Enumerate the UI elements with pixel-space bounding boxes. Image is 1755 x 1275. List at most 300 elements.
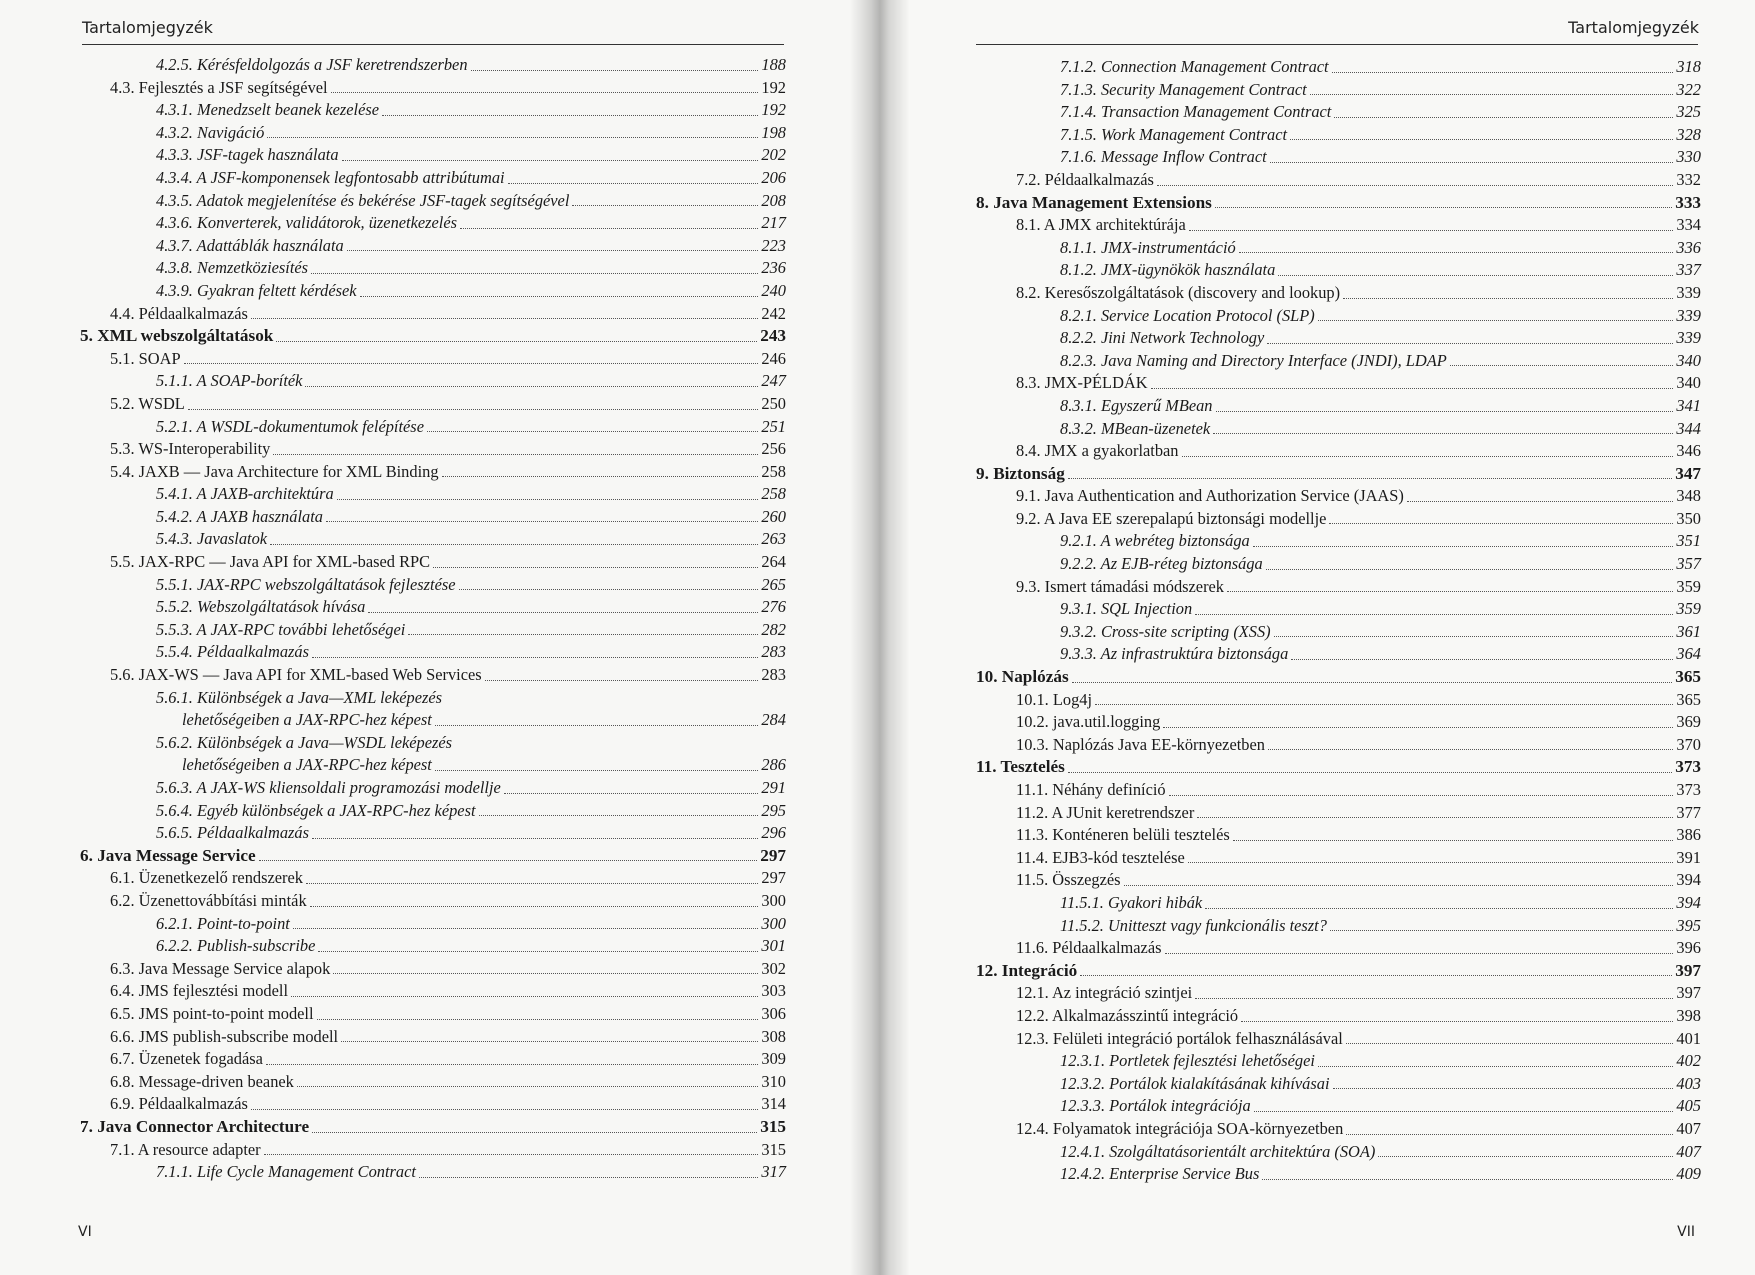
toc-entry: [80, 77, 786, 100]
toc-entry-title: 7.1.5. Work Management Contract: [1060, 124, 1288, 144]
dot-leader: [1346, 1043, 1674, 1044]
toc-chapter-entry: [976, 756, 1701, 779]
toc-page-number: 314: [761, 1094, 786, 1114]
dot-leader: [1068, 478, 1672, 479]
toc-entry: [80, 641, 786, 664]
dot-leader: [1163, 727, 1673, 728]
toc-page-number: 396: [1676, 938, 1701, 958]
toc-page-number: 330: [1676, 147, 1701, 167]
dot-leader: [251, 318, 759, 319]
toc-page-number: 402: [1676, 1051, 1701, 1071]
toc-entry-title: 4.3.8. Nemzetköziesítés: [156, 258, 309, 278]
toc-page-number: 263: [761, 529, 786, 549]
dot-leader: [1450, 365, 1674, 366]
dot-leader: [1290, 139, 1673, 140]
dot-leader: [1330, 930, 1673, 931]
toc-entry: [976, 282, 1701, 305]
toc-entry-title: 9.2.1. A webréteg biztonsága: [1060, 531, 1250, 551]
dot-leader: [311, 273, 758, 274]
toc-page-number: 188: [761, 55, 786, 74]
toc-entry: [976, 598, 1701, 621]
dot-leader: [1080, 975, 1672, 976]
toc-entry: [80, 1026, 786, 1049]
toc-entry-title: 8.1.1. JMX-instrumentáció: [1060, 237, 1236, 257]
toc-entry-title: 12. Integráció: [976, 960, 1078, 980]
dot-leader: [293, 928, 759, 929]
dot-leader: [264, 1154, 759, 1155]
dot-leader: [419, 1177, 758, 1178]
dot-leader: [1266, 569, 1674, 570]
toc-page-number: 341: [1676, 395, 1701, 415]
toc-page-number: 295: [761, 800, 786, 820]
toc-page-number: 377: [1676, 802, 1701, 822]
toc-entry-title: 8.1.2. JMX-ügynökök használata: [1060, 260, 1276, 280]
toc-entry-title: 5.2. WSDL: [110, 393, 185, 413]
toc-entry-title: 7.1.6. Message Inflow Contract: [1060, 147, 1267, 167]
toc-entry-title: 12.4. Folyamatok integrációja SOA-környezetben: [1016, 1118, 1344, 1138]
dot-leader: [184, 363, 759, 364]
toc-entry: [80, 980, 786, 1003]
dot-leader: [360, 296, 759, 297]
toc-page-number: 283: [761, 642, 786, 662]
dot-leader: [1310, 94, 1674, 95]
dot-leader: [471, 70, 759, 71]
toc-entry: [976, 802, 1701, 825]
toc-page-number: 398: [1676, 1005, 1701, 1025]
toc-entry-title: 12.4.1. Szolgáltatásorientált architektúra (SOA): [1060, 1141, 1376, 1161]
dot-leader: [1239, 252, 1674, 253]
toc-entry-title: 8. Java Management Extensions: [976, 192, 1212, 212]
toc-entry-title: 8.1. A JMX architektúrája: [1016, 215, 1186, 235]
toc-entry: [80, 167, 786, 190]
dot-leader: [270, 544, 758, 545]
toc-page-number: 340: [1676, 350, 1701, 370]
toc-entry: [80, 619, 786, 642]
page-number: VI: [78, 1224, 92, 1240]
toc-page-number: 361: [1676, 621, 1701, 641]
dot-leader: [1151, 388, 1674, 389]
toc-page-number: 401: [1676, 1028, 1701, 1048]
toc-page-number: 369: [1676, 712, 1701, 732]
toc-page-number: 357: [1676, 554, 1701, 574]
toc-page-number: 223: [761, 235, 786, 255]
toc-page-number: 365: [1676, 689, 1701, 709]
toc-entry: [80, 709, 786, 732]
toc-entry-title: 7.1.2. Connection Management Contract: [1060, 57, 1329, 76]
toc-chapter-entry: [976, 666, 1701, 689]
toc-page-number: 309: [761, 1049, 786, 1069]
toc-entry: [976, 734, 1701, 757]
toc-page-number: 284: [761, 710, 786, 730]
toc-page-number: 405: [1676, 1096, 1701, 1116]
toc-entry-title: 8.4. JMX a gyakorlatban: [1016, 441, 1179, 461]
toc-entry-title: 7.2. Példaalkalmazás: [1016, 169, 1154, 189]
dot-leader: [1333, 1088, 1674, 1089]
toc-entry-title: 5.4. JAXB — Java Architecture for XML Binding: [110, 461, 439, 481]
toc-entry-title: 7.1. A resource adapter: [110, 1139, 261, 1159]
toc-entry-title: 11.5.1. Gyakori hibák: [1060, 892, 1203, 912]
toc-list-left: [80, 54, 786, 1184]
toc-entry-title: 5.4.2. A JAXB használata: [156, 506, 323, 526]
dot-leader: [312, 838, 758, 839]
dot-leader: [1227, 591, 1673, 592]
toc-page-number: 282: [761, 619, 786, 639]
dot-leader: [259, 860, 758, 861]
toc-entry-title: 5.6.5. Példaalkalmazás: [156, 823, 309, 843]
toc-entry-title: 8.2.2. Jini Network Technology: [1060, 328, 1265, 348]
toc-entry-title: 5.6.3. A JAX-WS kliensoldali programozási modellje: [156, 778, 501, 797]
toc-page-number: 283: [761, 665, 786, 685]
toc-entry-title: 11.1. Néhány definíció: [1016, 780, 1166, 799]
toc-page-number: 333: [1675, 192, 1701, 212]
dot-leader: [508, 183, 759, 184]
toc-page-number: 348: [1676, 486, 1701, 506]
dot-leader: [442, 476, 759, 477]
toc-page-number: 397: [1676, 983, 1701, 1003]
toc-entry-title: 4.3.1. Menedzselt beanek kezelése: [156, 100, 380, 120]
dot-leader: [347, 250, 759, 251]
dot-leader: [1270, 162, 1674, 163]
toc-page-number: 258: [761, 484, 786, 504]
toc-page-number: 364: [1676, 644, 1701, 664]
toc-entry-title: 11. Tesztelés: [976, 757, 1065, 777]
toc-page-number: 301: [761, 936, 786, 956]
toc-entry-title: 4.3. Fejlesztés a JSF segítségével: [110, 77, 328, 97]
toc-entry-title: 6.2.2. Publish-subscribe: [156, 936, 316, 956]
toc-entry: [80, 913, 786, 936]
toc-page-number: 198: [761, 122, 786, 142]
toc-entry-title: 5.1. SOAP: [110, 348, 181, 368]
toc-page-number: 359: [1676, 576, 1701, 596]
dot-leader: [1262, 1179, 1673, 1180]
toc-entry-title: 4.3.6. Konverterek, validátorok, üzenetkezelés: [156, 213, 458, 233]
toc-entry: [80, 257, 786, 280]
toc-entry-title: 4.3.2. Navigáció: [156, 122, 265, 142]
toc-entry: [976, 350, 1701, 373]
toc-entry: [80, 754, 786, 777]
right-page: [876, 0, 1755, 1275]
toc-entry-title: 12.2. Alkalmazásszintű integráció: [1016, 1005, 1239, 1025]
toc-entry: [976, 1050, 1701, 1073]
toc-page-number: 334: [1676, 215, 1701, 235]
toc-entry-title: 8.2.3. Java Naming and Directory Interface (JNDI), LDAP: [1060, 350, 1447, 370]
toc-entry-title: 11.5. Összegzés: [1016, 870, 1121, 890]
dot-leader: [485, 680, 759, 681]
header-rule: [976, 44, 1698, 45]
toc-entry: [976, 56, 1701, 79]
toc-entry: [80, 212, 786, 235]
toc-entry-title: 5.6.1. Különbségek a Java—XML leképezés: [156, 687, 443, 707]
toc-entry-title: 9.3. Ismert támadási módszerek: [1016, 576, 1225, 596]
toc-entry: [976, 937, 1701, 960]
toc-entry: [80, 1139, 786, 1162]
dot-leader: [266, 1064, 758, 1065]
toc-entry: [976, 982, 1701, 1005]
dot-leader: [435, 770, 759, 771]
toc-entry: [976, 530, 1701, 553]
toc-entry-title: 5.6.4. Egyéb különbségek a JAX-RPC-hez képest: [156, 800, 476, 820]
toc-entry: [976, 689, 1701, 712]
dot-leader: [1332, 72, 1674, 73]
toc-entry-title: 6.1. Üzenetkezelő rendszerek: [110, 868, 303, 888]
toc-entry: [80, 935, 786, 958]
toc-page-number: 325: [1676, 102, 1701, 122]
dot-leader: [1278, 275, 1673, 276]
dot-leader: [273, 454, 758, 455]
toc-page-number: 246: [761, 348, 786, 368]
toc-page-number: 373: [1676, 780, 1701, 799]
toc-entry: [976, 327, 1701, 350]
toc-entry-title: 6.4. JMS fejlesztési modell: [110, 981, 289, 1001]
toc-entry-title: 9.1. Java Authentication and Authorization Service (JAAS): [1016, 486, 1404, 506]
dot-leader: [1195, 998, 1673, 999]
toc-entry-title: 4.3.5. Adatok megjelenítése és bekérése JSF-tagek segítségével: [156, 190, 570, 210]
dot-leader: [1378, 1156, 1673, 1157]
toc-entry: [976, 869, 1701, 892]
toc-entry: [80, 190, 786, 213]
toc-entry-title: 6.3. Java Message Service alapok: [110, 958, 331, 978]
toc-page-number: 243: [760, 326, 786, 346]
toc-entry: [976, 418, 1701, 441]
toc-page-number: 302: [761, 958, 786, 978]
toc-entry: [976, 169, 1701, 192]
toc-page-number: 347: [1675, 463, 1701, 483]
toc-page-number: 318: [1676, 57, 1701, 76]
toc-page-number: 346: [1676, 441, 1701, 461]
toc-page-number: 403: [1676, 1073, 1701, 1093]
toc-chapter-entry: [976, 192, 1701, 215]
toc-entry: [80, 280, 786, 303]
toc-entry: [976, 124, 1701, 147]
header-rule: [82, 44, 784, 45]
toc-entry: [976, 237, 1701, 260]
dot-leader: [337, 499, 759, 500]
dot-leader: [342, 160, 759, 161]
dot-leader: [1334, 117, 1673, 118]
dot-leader: [1068, 772, 1672, 773]
toc-entry-title: 5.5.2. Webszolgáltatások hívása: [156, 597, 366, 617]
toc-entry: [80, 1093, 786, 1116]
dot-leader: [1241, 1021, 1673, 1022]
toc-entry-title: 5.3. WS-Interoperability: [110, 439, 271, 459]
dot-leader: [1318, 320, 1674, 321]
toc-chapter-entry: [80, 845, 786, 868]
toc-entry-title: 7. Java Connector Architecture: [80, 1116, 310, 1136]
dot-leader: [1189, 230, 1674, 231]
toc-entry-title: 8.3. JMX-PÉLDÁK: [1016, 373, 1148, 393]
toc-page-number: 340: [1676, 373, 1701, 393]
toc-entry-title: 4.4. Példaalkalmazás: [110, 303, 248, 323]
toc-page-number: 336: [1676, 237, 1701, 257]
dot-leader: [317, 1019, 759, 1020]
toc-page-number: 308: [761, 1026, 786, 1046]
toc-page-number: 395: [1676, 915, 1701, 935]
toc-page-number: 339: [1676, 305, 1701, 325]
dot-leader: [1343, 298, 1673, 299]
toc-entry: [80, 393, 786, 416]
dot-leader: [1072, 682, 1673, 683]
dot-leader: [341, 1041, 758, 1042]
dot-leader: [331, 92, 759, 93]
dot-leader: [1215, 207, 1672, 208]
toc-page-number: 391: [1676, 847, 1701, 867]
dot-leader: [333, 973, 758, 974]
toc-entry: [976, 1163, 1701, 1186]
toc-entry-title: 8.2. Keresőszolgáltatások (discovery and lookup): [1016, 282, 1341, 302]
toc-entry: [976, 440, 1701, 463]
toc-page-number: 208: [761, 190, 786, 210]
toc-entry-title: 10.1. Log4j: [1016, 689, 1093, 709]
toc-entry-title: 5.5.4. Példaalkalmazás: [156, 642, 309, 662]
dot-leader: [368, 612, 758, 613]
dot-leader: [427, 431, 758, 432]
toc-entry: [976, 1005, 1701, 1028]
toc-page-number: 306: [761, 1003, 786, 1023]
dot-leader: [305, 386, 758, 387]
toc-page-number: 373: [1675, 757, 1701, 777]
toc-entry: [976, 395, 1701, 418]
dot-leader: [276, 341, 757, 342]
dot-leader: [1195, 614, 1673, 615]
toc-entry-title: 9.3.1. SQL Injection: [1060, 599, 1193, 619]
dot-leader: [297, 1086, 759, 1087]
toc-page-number: 217: [761, 213, 786, 233]
toc-entry-title: 12.3. Felületi integráció portálok felhasználásával: [1016, 1028, 1343, 1048]
toc-page-number: 236: [761, 258, 786, 278]
toc-entry: [976, 643, 1701, 666]
toc-entry-title: 4.3.9. Gyakran feltett kérdések: [156, 280, 357, 300]
toc-entry-title: 5.5.1. JAX-RPC webszolgáltatások fejlesztése: [156, 574, 456, 594]
page-number: VII: [1677, 1224, 1695, 1240]
toc-entry: [976, 1141, 1701, 1164]
toc-entry: [976, 915, 1701, 938]
dot-leader: [1157, 185, 1674, 186]
toc-page-number: 350: [1676, 508, 1701, 528]
toc-entry-title: 9.2. A Java EE szerepalapú biztonsági modellje: [1016, 508, 1327, 528]
toc-entry-title: 6. Java Message Service: [80, 845, 256, 865]
toc-entry: [976, 1073, 1701, 1096]
toc-page-number: 260: [761, 506, 786, 526]
toc-chapter-entry: [80, 1116, 786, 1139]
dot-leader: [188, 409, 759, 410]
toc-entry-title: 10. Naplózás: [976, 667, 1069, 687]
left-page: [0, 0, 876, 1275]
toc-entry-title: 6.8. Message-driven beanek: [110, 1071, 294, 1091]
toc-entry-title: 8.3.1. Egyszerű MBean: [1060, 395, 1213, 415]
dot-leader: [310, 906, 759, 907]
toc-page-number: 315: [761, 1139, 786, 1159]
toc-entry: [80, 890, 786, 913]
dot-leader: [1182, 456, 1674, 457]
toc-entry: [80, 370, 786, 393]
toc-entry: [976, 508, 1701, 531]
toc-page-number: 315: [760, 1116, 786, 1136]
toc-page-number: 300: [761, 890, 786, 910]
toc-entry: [80, 867, 786, 890]
toc-chapter-entry: [976, 463, 1701, 486]
toc-entry: [80, 528, 786, 551]
toc-entry: [80, 574, 786, 597]
toc-page-number: 328: [1676, 124, 1701, 144]
toc-entry-title: 7.1.3. Security Management Contract: [1060, 79, 1307, 99]
dot-leader: [1095, 704, 1673, 705]
toc-entry: [80, 777, 786, 800]
toc-page-number: 286: [761, 755, 786, 775]
dot-leader: [572, 205, 758, 206]
toc-entry: [976, 892, 1701, 915]
toc-entry-title: 12.3.3. Portálok integrációja: [1060, 1096, 1251, 1116]
toc-page-number: 297: [761, 868, 786, 888]
toc-page-number: 251: [761, 416, 786, 436]
toc-entry: [976, 79, 1701, 102]
toc-entry-title: 10.3. Naplózás Java EE-környezetben: [1016, 734, 1265, 754]
toc-entry-title: lehetőségeiben a JAX-RPC-hez képest: [182, 710, 432, 730]
toc-page-number: 394: [1676, 870, 1701, 890]
toc-entry-title: 8.2.1. Service Location Protocol (SLP): [1060, 305, 1315, 325]
dot-leader: [1267, 343, 1673, 344]
toc-entry: [976, 824, 1701, 847]
toc-entry-title: 12.1. Az integráció szintjei: [1016, 983, 1193, 1003]
toc-entry-title: 9.2.2. Az EJB-réteg biztonsága: [1060, 554, 1263, 574]
running-head: Tartalomjegyzék: [1568, 18, 1699, 37]
toc-entry-title: 5.6. JAX-WS — Java API for XML-based Web Services: [110, 665, 482, 685]
toc-entry: [976, 305, 1701, 328]
dot-leader: [1318, 1066, 1674, 1067]
toc-entry-title: 11.2. A JUnit keretrendszer: [1016, 802, 1195, 822]
toc-page-number: 192: [761, 77, 786, 97]
toc-entry: [976, 711, 1701, 734]
toc-page-number: 296: [761, 823, 786, 843]
dot-leader: [1216, 411, 1674, 412]
toc-entry: [80, 122, 786, 145]
toc-entry: [80, 461, 786, 484]
toc-page-number: 339: [1676, 282, 1701, 302]
toc-entry-title: lehetőségeiben a JAX-RPC-hez képest: [182, 755, 432, 775]
toc-entry-title: 9. Biztonság: [976, 463, 1065, 483]
toc-page-number: 247: [761, 371, 786, 391]
toc-entry: [80, 1071, 786, 1094]
toc-page-number: 370: [1676, 734, 1701, 754]
toc-page-number: 339: [1676, 328, 1701, 348]
toc-page-number: 240: [761, 280, 786, 300]
toc-page-number: 264: [761, 552, 786, 572]
toc-entry-title: 5. XML webszolgáltatások: [80, 326, 274, 346]
dot-leader: [1268, 749, 1673, 750]
toc-page-number: 310: [761, 1071, 786, 1091]
toc-entry: [976, 847, 1701, 870]
dot-leader: [251, 1109, 759, 1110]
toc-page-number: 409: [1676, 1164, 1701, 1184]
toc-page-number: 397: [1675, 960, 1701, 980]
toc-page-number: 242: [761, 303, 786, 323]
toc-entry-title: 12.3.2. Portálok kialakításának kihívásai: [1060, 1073, 1330, 1093]
dot-leader: [1213, 433, 1673, 434]
dot-leader: [408, 634, 758, 635]
toc-entry: [80, 416, 786, 439]
toc-page-number: 291: [761, 778, 786, 797]
toc-page-number: 337: [1676, 260, 1701, 280]
toc-entry-title: 9.3.2. Cross-site scripting (XSS): [1060, 621, 1271, 641]
toc-page-number: 258: [761, 461, 786, 481]
running-head: Tartalomjegyzék: [82, 18, 213, 37]
toc-page-number: 276: [761, 597, 786, 617]
toc-entry: [976, 101, 1701, 124]
toc-entry-title: 6.7. Üzenetek fogadása: [110, 1049, 263, 1069]
toc-entry-title: 11.4. EJB3-kód tesztelése: [1016, 847, 1185, 867]
toc-entry: [976, 576, 1701, 599]
toc-page-number: 265: [761, 574, 786, 594]
toc-entry: [80, 54, 786, 77]
